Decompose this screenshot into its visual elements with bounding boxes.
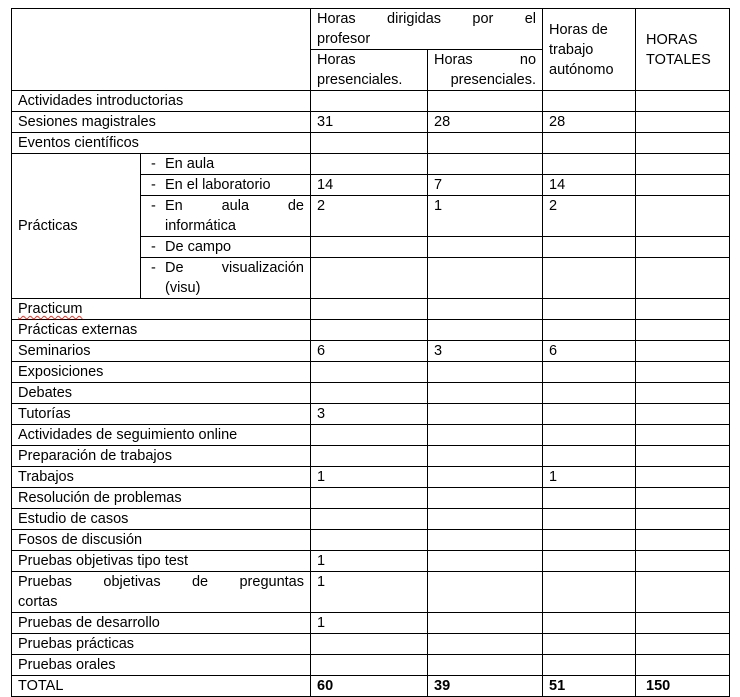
activity-label: Sesiones magistrales [12, 112, 311, 133]
practicas-label: Prácticas [12, 154, 141, 299]
header-in-person [311, 50, 428, 91]
dash-marker: - [151, 177, 156, 193]
total-value [636, 258, 730, 299]
dash-marker: - [151, 260, 156, 276]
in-person-value [311, 383, 428, 404]
activity-label: Pruebas prácticas [12, 634, 311, 655]
autonomous-value: 2 [543, 196, 636, 237]
not-in-person-value [428, 467, 543, 488]
total-value [636, 425, 730, 446]
table-row [12, 572, 730, 613]
autonomous-value [543, 572, 636, 613]
total-value [636, 175, 730, 196]
table-row [12, 634, 730, 655]
table-row [12, 383, 730, 404]
not-in-person-value [428, 509, 543, 530]
practicas-subitem-label: En aula [165, 156, 215, 172]
total-value [636, 341, 730, 362]
header-not-in-person-line1: Horas no [434, 52, 537, 68]
header-autonomous-label: Horas de trabajo autónomo [549, 21, 614, 78]
autonomous-value [543, 655, 636, 676]
total-value [636, 488, 730, 509]
total-label: TOTAL [12, 676, 311, 697]
table-row [12, 530, 730, 551]
table-row [12, 299, 730, 320]
in-person-value [311, 446, 428, 467]
activity-label: Actividades de seguimiento online [12, 425, 311, 446]
in-person-value [311, 320, 428, 341]
activity-label: Tutorías [12, 404, 311, 425]
table-row [12, 613, 730, 634]
autonomous-value [543, 91, 636, 112]
in-person-value [311, 91, 428, 112]
hours-table [11, 8, 730, 697]
in-person-value: 3 [311, 404, 428, 425]
autonomous-value [543, 299, 636, 320]
autonomous-value [543, 425, 636, 446]
in-person-value: 1 [311, 613, 428, 634]
dash-marker: - [151, 239, 156, 255]
not-in-person-value [428, 530, 543, 551]
total-in-person: 60 [311, 676, 428, 697]
practicas-subitem-label: En aula de [165, 198, 304, 214]
header-autonomous-hours [543, 9, 636, 91]
table-row [12, 404, 730, 425]
total-row [12, 676, 730, 697]
autonomous-value [543, 613, 636, 634]
total-value [636, 446, 730, 467]
autonomous-value [543, 154, 636, 175]
in-person-value: 1 [311, 572, 428, 613]
not-in-person-value [428, 258, 543, 299]
total-value [636, 572, 730, 613]
total-value [636, 613, 730, 634]
in-person-value: 31 [311, 112, 428, 133]
not-in-person-value: 7 [428, 175, 543, 196]
activity-label: Trabajos [12, 467, 311, 488]
not-in-person-value [428, 237, 543, 258]
activity-label: Eventos científicos [12, 133, 311, 154]
in-person-value: 2 [311, 196, 428, 237]
not-in-person-value [428, 551, 543, 572]
in-person-value [311, 530, 428, 551]
table-row [12, 91, 730, 112]
table-row [12, 488, 730, 509]
in-person-value: 6 [311, 341, 428, 362]
autonomous-value [543, 634, 636, 655]
in-person-value [311, 154, 428, 175]
table-row [12, 112, 730, 133]
activity-label: Fosos de discusión [12, 530, 311, 551]
total-value [636, 237, 730, 258]
total-value [636, 634, 730, 655]
total-value [636, 299, 730, 320]
activity-label-line1: Pruebas objetivas de preguntas [18, 574, 304, 590]
practicas-subitem [141, 258, 311, 299]
not-in-person-value [428, 655, 543, 676]
autonomous-value: 6 [543, 341, 636, 362]
table-row [12, 320, 730, 341]
total-value [636, 509, 730, 530]
header-directed-line2: profesor [317, 31, 371, 47]
header-not-in-person-line2: presenciales. [450, 72, 537, 88]
dash-marker: - [151, 198, 156, 214]
not-in-person-value [428, 488, 543, 509]
header-directed-hours [311, 9, 543, 50]
total-value [636, 655, 730, 676]
in-person-value [311, 237, 428, 258]
not-in-person-value [428, 572, 543, 613]
not-in-person-value [428, 320, 543, 341]
practicas-subitem-line1 [151, 258, 304, 278]
practicas-subitem [141, 237, 311, 258]
practicas-subitem-line1 [151, 196, 304, 216]
not-in-person-value [428, 383, 543, 404]
in-person-value [311, 488, 428, 509]
total-value [636, 383, 730, 404]
autonomous-value: 28 [543, 112, 636, 133]
activity-label: Exposiciones [12, 362, 311, 383]
in-person-value: 1 [311, 551, 428, 572]
total-value [636, 112, 730, 133]
in-person-value [311, 655, 428, 676]
activity-label: Pruebas objetivas tipo test [12, 551, 311, 572]
autonomous-value [543, 237, 636, 258]
header-row-top [12, 9, 730, 50]
in-person-value [311, 509, 428, 530]
practicas-subitem [141, 196, 311, 237]
total-value [636, 320, 730, 341]
practicas-subitem [141, 154, 311, 175]
activity-label: Pruebas orales [12, 655, 311, 676]
table-row-practicas [12, 154, 730, 175]
autonomous-value [543, 509, 636, 530]
table-row [12, 133, 730, 154]
in-person-value [311, 258, 428, 299]
table-row [12, 341, 730, 362]
not-in-person-value [428, 362, 543, 383]
total-value [636, 362, 730, 383]
total-value [636, 530, 730, 551]
in-person-value [311, 133, 428, 154]
not-in-person-value [428, 154, 543, 175]
autonomous-value: 14 [543, 175, 636, 196]
table-row [12, 362, 730, 383]
total-value [636, 196, 730, 237]
practicas-subitem-label: De visualización [165, 260, 304, 276]
activity-label: Debates [12, 383, 311, 404]
table-row [12, 425, 730, 446]
table-row [12, 551, 730, 572]
practicas-subitem-label: En el laboratorio [165, 177, 271, 193]
not-in-person-value [428, 634, 543, 655]
activity-label [12, 299, 311, 320]
not-in-person-value [428, 133, 543, 154]
autonomous-value [543, 383, 636, 404]
autonomous-value [543, 133, 636, 154]
header-not-in-person [428, 50, 543, 91]
activity-label-text: Practicum [18, 301, 83, 317]
not-in-person-value [428, 404, 543, 425]
not-in-person-value [428, 613, 543, 634]
not-in-person-value: 28 [428, 112, 543, 133]
table-row [12, 467, 730, 488]
not-in-person-value [428, 299, 543, 320]
in-person-value [311, 362, 428, 383]
activity-label-line2: cortas [18, 594, 58, 610]
autonomous-value [543, 362, 636, 383]
table-row [12, 509, 730, 530]
activity-label: Estudio de casos [12, 509, 311, 530]
practicas-subitem-label-line2: informática [165, 218, 236, 234]
practicas-subitem [141, 175, 311, 196]
autonomous-value [543, 530, 636, 551]
activity-label: Preparación de trabajos [12, 446, 311, 467]
activity-label: Pruebas de desarrollo [12, 613, 311, 634]
header-empty-cell [12, 9, 311, 91]
autonomous-value [543, 446, 636, 467]
total-value [636, 133, 730, 154]
header-total-label: HORAS TOTALES [646, 31, 711, 68]
total-total: 150 [636, 676, 730, 697]
practicas-subitem-label: De campo [165, 239, 232, 255]
header-directed-line1: Horas dirigidas por el [317, 11, 537, 27]
in-person-value [311, 299, 428, 320]
table-row [12, 655, 730, 676]
autonomous-value [543, 488, 636, 509]
not-in-person-value [428, 91, 543, 112]
table-row [12, 446, 730, 467]
autonomous-value [543, 551, 636, 572]
activity-label: Resolución de problemas [12, 488, 311, 509]
header-total-hours [636, 9, 730, 91]
total-value [636, 154, 730, 175]
autonomous-value [543, 320, 636, 341]
total-value [636, 467, 730, 488]
dash-marker: - [151, 156, 156, 172]
total-autonomous: 51 [543, 676, 636, 697]
not-in-person-value: 1 [428, 196, 543, 237]
activity-label: Actividades introductorias [12, 91, 311, 112]
activity-label: Seminarios [12, 341, 311, 362]
autonomous-value: 1 [543, 467, 636, 488]
in-person-value: 14 [311, 175, 428, 196]
not-in-person-value [428, 425, 543, 446]
total-not-in-person: 39 [428, 676, 543, 697]
in-person-value [311, 425, 428, 446]
not-in-person-value: 3 [428, 341, 543, 362]
autonomous-value [543, 258, 636, 299]
activity-label: Prácticas externas [12, 320, 311, 341]
total-value [636, 91, 730, 112]
in-person-value: 1 [311, 467, 428, 488]
autonomous-value [543, 404, 636, 425]
total-value [636, 404, 730, 425]
in-person-value [311, 634, 428, 655]
practicas-subitem-label-line2: (visu) [165, 280, 201, 296]
header-in-person-label: Horas presenciales. [317, 52, 403, 88]
not-in-person-value [428, 446, 543, 467]
total-value [636, 551, 730, 572]
activity-label [12, 572, 311, 613]
